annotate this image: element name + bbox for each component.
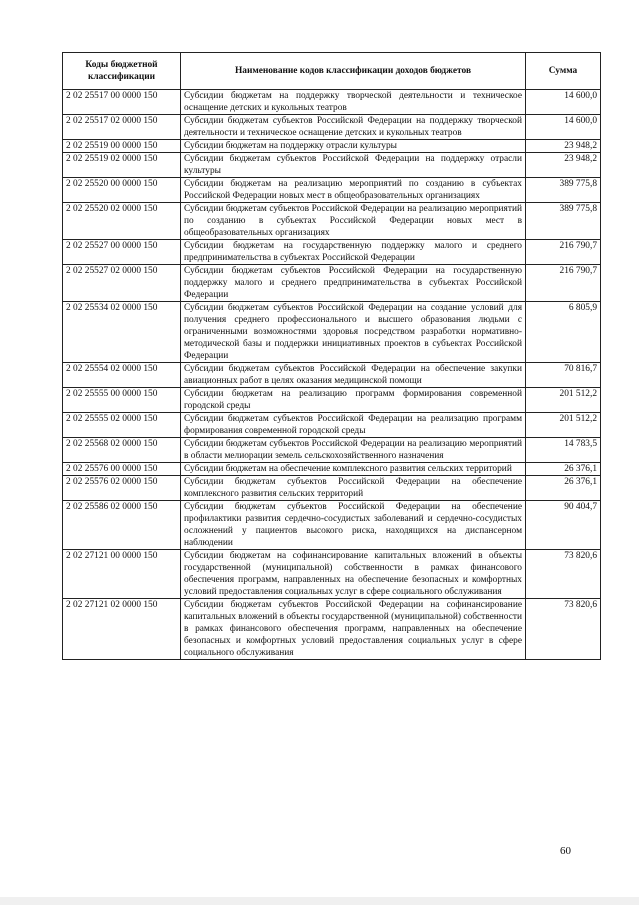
table-header-row [63, 53, 601, 90]
row-sum: 26 376,1 [526, 463, 601, 476]
row-code: 2 02 25519 02 0000 150 [63, 153, 181, 178]
header-name: Наименование кодов классификации доходов бюджетов [181, 53, 526, 90]
row-name: Субсидии бюджетам на поддержку отрасли культуры [181, 140, 526, 153]
row-name: Субсидии бюджетам на реализацию программ формирования современной городской среды [181, 388, 526, 413]
table-row [63, 115, 601, 140]
row-sum: 6 805,9 [526, 302, 601, 363]
row-sum: 389 775,8 [526, 203, 601, 240]
table-row [63, 463, 601, 476]
row-name: Субсидии бюджетам субъектов Российской Федерации на поддержку творческой деятельности и техническое оснащение детских и кукольных театров [181, 115, 526, 140]
table-row [63, 413, 601, 438]
row-sum: 201 512,2 [526, 388, 601, 413]
table-row [63, 302, 601, 363]
row-code: 2 02 25520 02 0000 150 [63, 203, 181, 240]
table-row [63, 203, 601, 240]
row-sum: 216 790,7 [526, 240, 601, 265]
row-name: Субсидии бюджетам субъектов Российской Федерации на обеспечение комплексного развития сельских территорий [181, 476, 526, 501]
row-sum: 201 512,2 [526, 413, 601, 438]
row-code: 2 02 27121 00 0000 150 [63, 550, 181, 599]
row-code: 2 02 25555 00 0000 150 [63, 388, 181, 413]
row-sum: 14 600,0 [526, 115, 601, 140]
table-row [63, 178, 601, 203]
table-row [63, 476, 601, 501]
row-sum: 26 376,1 [526, 476, 601, 501]
row-sum: 216 790,7 [526, 265, 601, 302]
row-code: 2 02 25534 02 0000 150 [63, 302, 181, 363]
row-name: Субсидии бюджетам субъектов Российской Федерации на реализацию мероприятий по созданию в субъектах Российской Федерации новых мест в общеобразовательных организациях [181, 203, 526, 240]
row-name: Субсидии бюджетам на реализацию мероприятий по созданию в субъектах Российской Федерации новых мест в общеобразовательных организациях [181, 178, 526, 203]
row-sum: 73 820,6 [526, 599, 601, 660]
scan-edge [0, 897, 639, 905]
header-code: Коды бюджетной классификации [63, 53, 181, 90]
row-sum: 14 600,0 [526, 90, 601, 115]
row-name: Субсидии бюджетам субъектов Российской Федерации на обеспечение закупки авиационных работ в целях оказания медицинской помощи [181, 363, 526, 388]
table-row [63, 388, 601, 413]
table-row [63, 240, 601, 265]
row-code: 2 02 25576 02 0000 150 [63, 476, 181, 501]
row-name: Субсидии бюджетам на обеспечение комплексного развития сельских территорий [181, 463, 526, 476]
row-code: 2 02 25554 02 0000 150 [63, 363, 181, 388]
row-sum: 73 820,6 [526, 550, 601, 599]
row-sum: 70 816,7 [526, 363, 601, 388]
row-code: 2 02 25520 00 0000 150 [63, 178, 181, 203]
row-name: Субсидии бюджетам субъектов Российской Федерации на государственную поддержку малого и среднего предпринимательства в субъектах Российской Федерации [181, 265, 526, 302]
table-row [63, 550, 601, 599]
table-row [63, 501, 601, 550]
page-number: 60 [560, 845, 571, 857]
table-row [63, 90, 601, 115]
table-row [63, 363, 601, 388]
table-row [63, 265, 601, 302]
row-code: 2 02 25527 02 0000 150 [63, 265, 181, 302]
row-name: Субсидии бюджетам на государственную поддержку малого и среднего предпринимательства в субъектах Российской Федерации [181, 240, 526, 265]
row-name: Субсидии бюджетам субъектов Российской Федерации на поддержку отрасли культуры [181, 153, 526, 178]
row-sum: 14 783,5 [526, 438, 601, 463]
row-code: 2 02 25568 02 0000 150 [63, 438, 181, 463]
row-code: 2 02 27121 02 0000 150 [63, 599, 181, 660]
row-sum: 23 948,2 [526, 153, 601, 178]
row-name: Субсидии бюджетам субъектов Российской Федерации на создание условий для получения среднего профессионального и высшего образования людьми с ограниченными возможностями здоровья посредством разработки нормативно-методической базы и поддержки инициативных проектов в субъектах Российской Федерации [181, 302, 526, 363]
row-name: Субсидии бюджетам на софинансирование капитальных вложений в объекты государственной (муниципальной) собственности в рамках финансового обеспечения программ, направленных на обеспечение безопасных и комфортных условий предоставления социальных услуг в сфере социального обслуживания [181, 550, 526, 599]
row-code: 2 02 25527 00 0000 150 [63, 240, 181, 265]
table-row [63, 140, 601, 153]
row-sum: 90 404,7 [526, 501, 601, 550]
row-name: Субсидии бюджетам субъектов Российской Федерации на обеспечение профилактики развития сердечно-сосудистых заболеваний и сердечно-сосудистых осложнений у пациентов высокого риска, находящихся на диспансерном наблюдении [181, 501, 526, 550]
row-code: 2 02 25576 00 0000 150 [63, 463, 181, 476]
row-code: 2 02 25586 02 0000 150 [63, 501, 181, 550]
budget-classification-table [62, 52, 601, 660]
row-name: Субсидии бюджетам субъектов Российской Федерации на реализацию мероприятий в области мелиорации земель сельскохозяйственного назначения [181, 438, 526, 463]
row-sum: 23 948,2 [526, 140, 601, 153]
table-row [63, 599, 601, 660]
row-name: Субсидии бюджетам на поддержку творческой деятельности и техническое оснащение детских и кукольных театров [181, 90, 526, 115]
row-code: 2 02 25519 00 0000 150 [63, 140, 181, 153]
table-row [63, 153, 601, 178]
row-name: Субсидии бюджетам субъектов Российской Федерации на реализацию программ формирования современной городской среды [181, 413, 526, 438]
row-code: 2 02 25517 02 0000 150 [63, 115, 181, 140]
table-body [63, 90, 601, 660]
row-code: 2 02 25517 00 0000 150 [63, 90, 181, 115]
table-row [63, 438, 601, 463]
header-sum: Сумма [526, 53, 601, 90]
row-sum: 389 775,8 [526, 178, 601, 203]
row-name: Субсидии бюджетам субъектов Российской Федерации на софинансирование капитальных вложений в объекты государственной (муниципальной) собственности в рамках финансового обеспечения программ, направленных на обеспечение безопасных и комфортных условий предоставления социальных услуг в сфере социального обслуживания [181, 599, 526, 660]
row-code: 2 02 25555 02 0000 150 [63, 413, 181, 438]
